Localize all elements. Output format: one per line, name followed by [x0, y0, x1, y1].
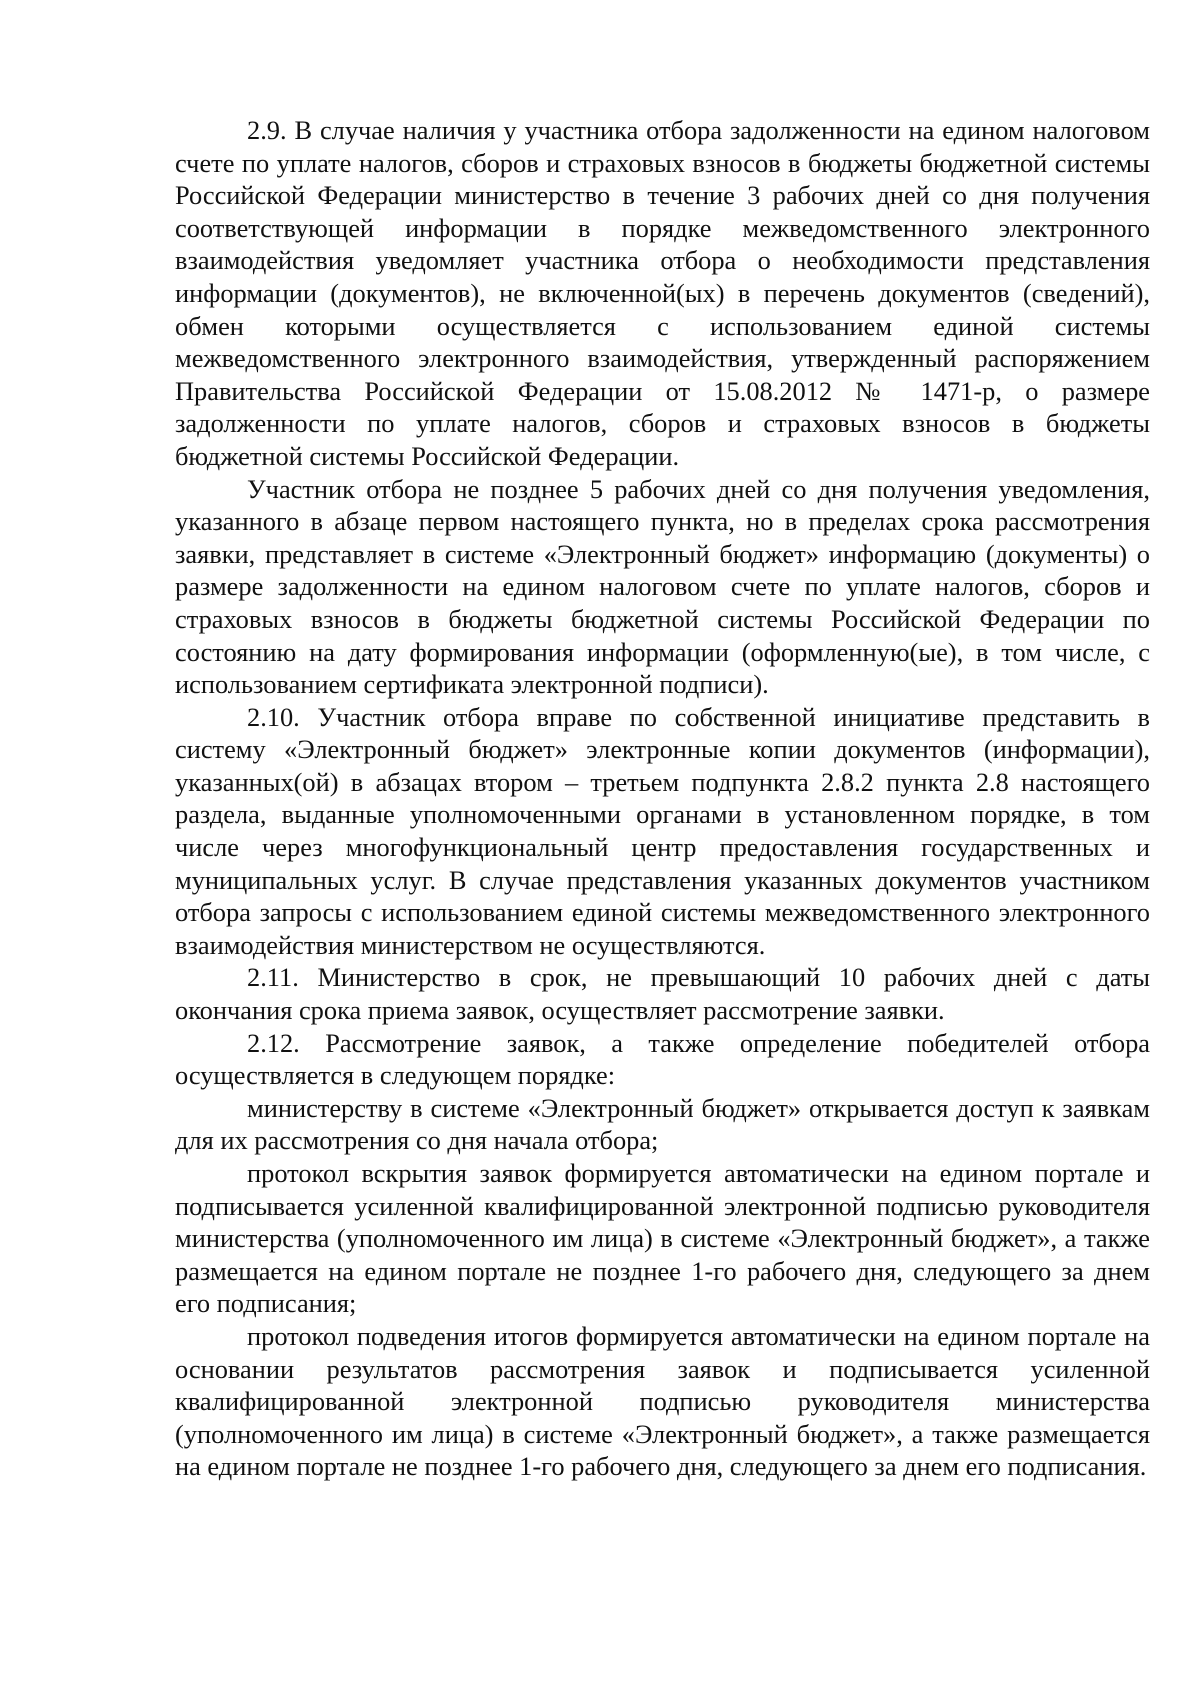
paragraph-opening-protocol: протокол вскрытия заявок формируется автоматически на едином портале и подписывается усиленной квалифицированной электронной подписью руководителя министерства (уполномоченного им лица) в системе «Электронный бюджет», а также размещается на едином портале не позднее 1-го рабочего дня, следующего за днем его подписания;: [175, 1158, 1150, 1319]
paragraph-2-9: 2.9. В случае наличия у участника отбора задолженности на едином налоговом счете по уплате налогов, сборов и страховых взносов в бюджеты бюджетной системы Российской Федерации министерство в течение 3 рабочих дней со дня получения соответствующей информации в порядке межведомственного электронного взаимодействия уведомляет участника отбора о необходимости представления информации (документов), не включенной(ых) в перечень документов (сведений), обмен которыми осуществляется с использованием единой системы межведомственного электронного взаимодействия, утвержденный распоряжением Правительства Российской Федерации от 15.08.2012 № 1471-р, о размере задолженности по уплате налогов, сборов и страховых взносов в бюджеты бюджетной системы Российской Федерации.: [175, 115, 1150, 471]
paragraph-results-protocol: протокол подведения итогов формируется автоматически на едином портале на основании результатов рассмотрения заявок и подписывается усиленной квалифицированной электронной подписью руководителя министерства (уполномоченного им лица) в системе «Электронный бюджет», а также размещается на едином портале не позднее 1-го рабочего дня, следующего за днем его подписания.: [175, 1320, 1150, 1482]
paragraph-2-11: 2.11. Министерство в срок, не превышающий 10 рабочих дней с даты окончания срока приема заявок, осуществляет рассмотрение заявки.: [175, 962, 1150, 1026]
paragraph-2-10: 2.10. Участник отбора вправе по собственной инициативе представить в систему «Электронный бюджет» электронные копии документов (информации), указанных(ой) в абзацах втором – третьем подпункта 2.8.2 пункта 2.8 настоящего раздела, выданные уполномоченными органами в установленном порядке, в том числе через многофункциональный центр предоставления государственных и муниципальных услуг. В случае представления указанных документов участником отбора запросы с использованием единой системы межведомственного электронного взаимодействия министерством не осуществляются.: [175, 701, 1150, 960]
paragraph-participant-deadline: Участник отбора не позднее 5 рабочих дней со дня получения уведомления, указанного в абзаце первом настоящего пункта, но в пределах срока рассмотрения заявки, представляет в системе «Электронный бюджет» информацию (документы) о размере задолженности на едином налоговом счете по уплате налогов, сборов и страховых взносов в бюджеты бюджетной системы Российской Федерации по состоянию на дату формирования информации (оформленную(ые), в том числе, с использованием сертификата электронной подписи).: [175, 473, 1150, 700]
paragraph-2-12: 2.12. Рассмотрение заявок, а также определение победителей отбора осуществляется в следующем порядке:: [175, 1027, 1150, 1091]
document-body: [175, 114, 1150, 1483]
paragraph-access-to-applications: министерству в системе «Электронный бюджет» открывается доступ к заявкам для их рассмотрения со дня начала отбора;: [175, 1092, 1150, 1156]
